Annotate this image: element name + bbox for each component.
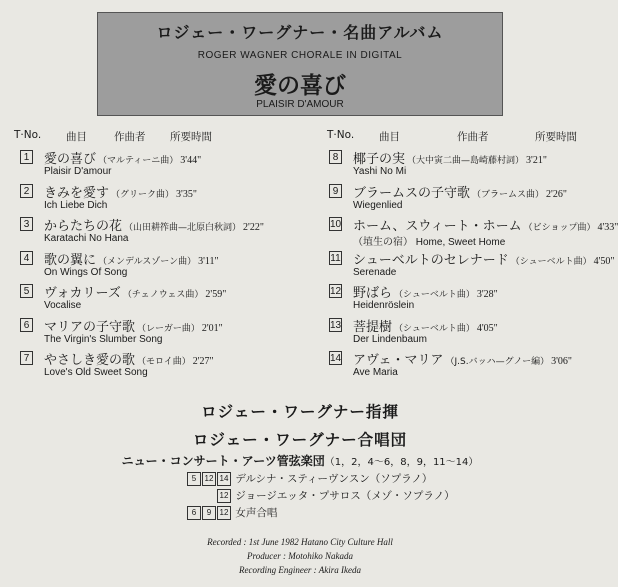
col-time: 所要時間 [535, 131, 577, 143]
track-item [20, 183, 280, 219]
track-item [329, 250, 615, 286]
track-title-en: Ave Maria [353, 367, 398, 378]
track-duration: 2'01" [201, 322, 223, 334]
track-composer: （ビショップ曲） [523, 223, 596, 233]
track-item [20, 216, 280, 252]
track-item [20, 317, 280, 353]
track-composer: （山田耕筰曲—北原白秋詞） [124, 223, 242, 233]
track-number: 9 [329, 184, 342, 198]
track-title: ヴォカリーズ [44, 286, 121, 301]
track-title: 椰子の実 [353, 152, 406, 167]
soloist-item [187, 505, 277, 520]
track-ref-box: 6 [187, 506, 201, 520]
chorale-credit: ロジェー・ワーグナー合唱団 [192, 431, 408, 449]
track-item [329, 283, 589, 319]
track-composer: （大中寅二曲—島崎藤村詞） [407, 156, 525, 166]
track-number: 11 [330, 252, 341, 264]
track-duration: 3'06" [551, 356, 573, 367]
album-series-title-en: ROGER WAGNER CHORALE IN DIGITAL [197, 50, 403, 61]
track-title-jp [44, 282, 226, 301]
track-composer: （シューベルト曲） [394, 290, 475, 300]
track-title-en: Serenade [353, 266, 397, 278]
col-title: 曲目 [379, 131, 400, 143]
track-number: 13 [330, 319, 342, 331]
track-duration: 4'05" [476, 322, 498, 334]
track-title: ホーム、スウィート・ホーム [353, 219, 522, 234]
track-item [329, 216, 618, 252]
orchestra-name: ニュー・コンサート・アーツ管弦楽団 [121, 454, 325, 468]
track-title-en: Karatachi No Hana [44, 233, 129, 244]
col-composer: 作曲者 [114, 131, 146, 143]
track-duration: 3'21" [526, 155, 547, 166]
col-title: 曲目 [66, 131, 87, 143]
track-composer: （レーガー曲） [137, 323, 200, 334]
track-number: 4 [20, 251, 33, 265]
soloist-item [187, 488, 455, 503]
col-tno: T·No. [14, 129, 42, 141]
track-number: 6 [20, 318, 33, 332]
recorded-info: Recorded : 1st June 1982 Hatano City Culture Hall [207, 537, 393, 547]
track-number: 7 [20, 351, 33, 365]
track-ref-box: 12 [217, 506, 231, 520]
track-number: 3 [20, 217, 33, 231]
album-title-en: PLAISIR D'AMOUR [256, 99, 344, 110]
album-header-box [97, 12, 503, 116]
track-title-jp [353, 215, 618, 234]
track-title: ブラームスの子守歌 [353, 185, 471, 201]
track-title-jp [353, 316, 498, 335]
track-title-en: Ich Liebe Dich [44, 199, 108, 211]
track-item [329, 183, 589, 219]
track-ref-box: 5 [187, 472, 201, 486]
track-title-jp [353, 148, 547, 167]
track-composer: （チェノウェス曲） [122, 290, 204, 300]
track-ref-box: 12 [217, 489, 231, 503]
track-item [329, 350, 589, 386]
track-number: 12 [330, 286, 342, 297]
track-number: 14 [330, 353, 342, 364]
track-title-jp [353, 182, 567, 201]
track-item [329, 317, 589, 353]
track-title-jp [353, 249, 614, 268]
track-composer: （ブラームス曲） [472, 189, 545, 200]
track-title: 愛の喜び [44, 152, 97, 167]
track-title: きみを愛す [44, 185, 110, 201]
track-number: 1 [20, 150, 33, 164]
track-item [20, 149, 280, 185]
track-item [20, 350, 280, 386]
producer-info: Producer : Motohiko Nakada [247, 551, 353, 561]
track-title: 歌の翼に [44, 252, 97, 268]
track-title-en: Yashi No Mi [353, 166, 407, 177]
track-title-en: （埴生の宿） Home, Sweet Home [353, 237, 506, 248]
track-duration: 3'28" [476, 289, 498, 300]
track-title-jp [44, 316, 223, 335]
conductor-credit: ロジェー・ワーグナー指揮 [201, 403, 399, 421]
track-title: マリアの子守歌 [44, 319, 136, 335]
track-number: 5 [20, 284, 33, 298]
track-title-en: Plaisir D'amour [44, 166, 112, 177]
track-duration: 3'11" [198, 255, 219, 267]
album-title-jp: 愛の喜び [254, 73, 346, 99]
track-title: シューベルトのセレナード [353, 252, 509, 268]
track-duration: 2'22" [243, 222, 264, 233]
album-series-title-jp: ロジェー・ワーグナー・名曲アルバム [156, 23, 444, 42]
track-title-jp [44, 249, 219, 268]
track-title-en: Der Lindenbaum [353, 333, 427, 345]
track-composer: （メンデルスゾーン曲） [98, 256, 197, 267]
track-title: 野ばら [353, 286, 393, 301]
track-composer: （マルティーニ曲） [98, 156, 179, 166]
track-composer: （J.S.バッハ—グノー編） [445, 357, 550, 367]
track-number: 8 [329, 150, 342, 164]
orchestra-credit [0, 452, 600, 469]
track-duration: 2'27" [192, 356, 214, 367]
col-tno: T·No. [327, 129, 355, 141]
track-title-en: Vocalise [44, 300, 82, 311]
track-item [329, 149, 589, 185]
orchestra-tracks: （1，2，4〜6，8，9，11〜14） [324, 457, 479, 468]
track-composer: （シューベルト曲） [510, 256, 592, 267]
track-title: 菩提樹 [353, 319, 393, 335]
track-item [20, 250, 280, 286]
track-duration: 3'35" [176, 188, 197, 200]
track-ref-box: 14 [217, 472, 231, 486]
track-title-jp [353, 349, 572, 368]
track-title-en: Heidenröslein [353, 300, 415, 311]
col-composer: 作曲者 [457, 131, 489, 143]
track-title-jp [44, 215, 264, 234]
track-item [20, 283, 280, 319]
soloist-name: 女声合唱 [235, 507, 278, 519]
track-title-en: On Wings Of Song [44, 266, 128, 278]
track-ref-box: 12 [202, 472, 216, 486]
track-title: アヴェ・マリア [353, 353, 444, 368]
soloist-item [187, 471, 432, 486]
col-time: 所要時間 [170, 131, 212, 143]
track-title-en: Wiegenlied [353, 199, 403, 211]
track-number: 10 [330, 219, 342, 230]
track-composer: （グリーク曲） [111, 189, 175, 200]
track-title-jp [44, 182, 197, 201]
track-composer: （シューベルト曲） [394, 323, 475, 334]
track-title-jp [353, 282, 498, 301]
track-duration: 3'44" [180, 155, 202, 166]
track-duration: 2'26" [546, 188, 567, 200]
track-title-jp [44, 349, 214, 368]
track-ref-box: 9 [202, 506, 216, 520]
track-duration: 4'33" [597, 222, 618, 233]
soloist-name: デルシナ・スティーヴンスン（ソプラノ） [235, 473, 433, 485]
track-number: 2 [20, 184, 33, 198]
track-title: からたちの花 [44, 219, 123, 234]
track-duration: 4'50" [593, 255, 615, 267]
engineer-info: Recording Engineer : Akira Ikeda [239, 565, 361, 575]
track-title-en: The Virgin's Slumber Song [44, 333, 163, 345]
track-title: やさしき愛の歌 [44, 353, 136, 368]
track-title-en: Love's Old Sweet Song [44, 367, 148, 378]
track-duration: 2'59" [205, 289, 227, 300]
track-title-jp [44, 148, 201, 167]
soloist-name: ジョージエッタ・プサロス（メゾ・ソプラノ） [235, 490, 455, 502]
track-composer: （モロイ曲） [137, 357, 191, 367]
